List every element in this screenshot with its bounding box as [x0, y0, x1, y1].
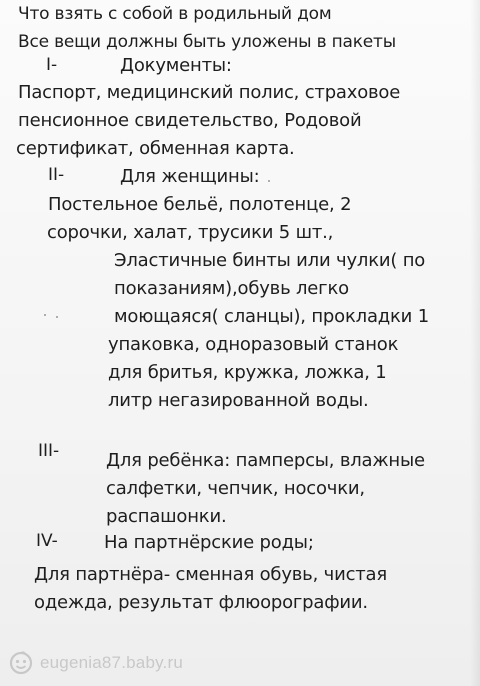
- section-1-heading: Документы:: [120, 55, 232, 76]
- baby-ru-logo-icon: [8, 651, 34, 675]
- section-2-line-8: литр негазированной воды.: [108, 390, 369, 411]
- section-3-line-1: Для ребёнка: памперсы, влажные: [106, 450, 425, 471]
- section-4-number: IV-: [36, 531, 58, 551]
- section-4-line-1: На партнёрские роды;: [104, 532, 314, 553]
- section-1-line-2: пенсионное свидетельство, Родовой: [18, 110, 362, 131]
- section-2-number: II-: [48, 165, 65, 185]
- scan-speck: [268, 180, 270, 182]
- section-2-heading: Для женщины:: [120, 166, 260, 187]
- watermark-text: eugenia87.baby.ru: [40, 653, 183, 672]
- watermark: [8, 650, 183, 676]
- section-2-line-6: упаковка, одноразовый станок: [108, 334, 399, 355]
- section-2-line-3: Эластичные бинты или чулки( по: [114, 250, 426, 271]
- section-2-line-5: моющаяся( сланцы), прокладки 1: [114, 306, 429, 327]
- document-subtitle: Все вещи должны быть уложены в пакеты: [18, 32, 396, 52]
- section-2-line-1: Постельное бельё, полотенце, 2: [48, 194, 352, 215]
- scan-speck: [44, 314, 46, 316]
- section-3-line-2: салфетки, чепчик, носочки,: [106, 478, 365, 499]
- document-title: Что взять с собой в родильный дом: [18, 4, 332, 24]
- section-1-number: I-: [46, 55, 58, 75]
- section-3-line-3: распашонки.: [106, 506, 227, 527]
- section-2-line-2: сорочки, халат, трусики 5 шт.,: [47, 222, 334, 243]
- scan-speck: [56, 316, 58, 318]
- section-1-line-3: сертификат, обменная карта.: [16, 138, 295, 159]
- scan-shadow-edge: [470, 0, 480, 686]
- section-1-line-1: Паспорт, медицинский полис, страховое: [18, 82, 401, 103]
- section-3-number: III-: [38, 441, 60, 461]
- section-4-line-3: одежда, результат флюорографии.: [34, 592, 368, 613]
- section-2-line-7: для бритья, кружка, ложка, 1: [108, 362, 387, 383]
- section-2-line-4: показаниям),обувь легко: [114, 278, 349, 299]
- section-4-line-2: Для партнёра- сменная обувь, чистая: [34, 564, 388, 585]
